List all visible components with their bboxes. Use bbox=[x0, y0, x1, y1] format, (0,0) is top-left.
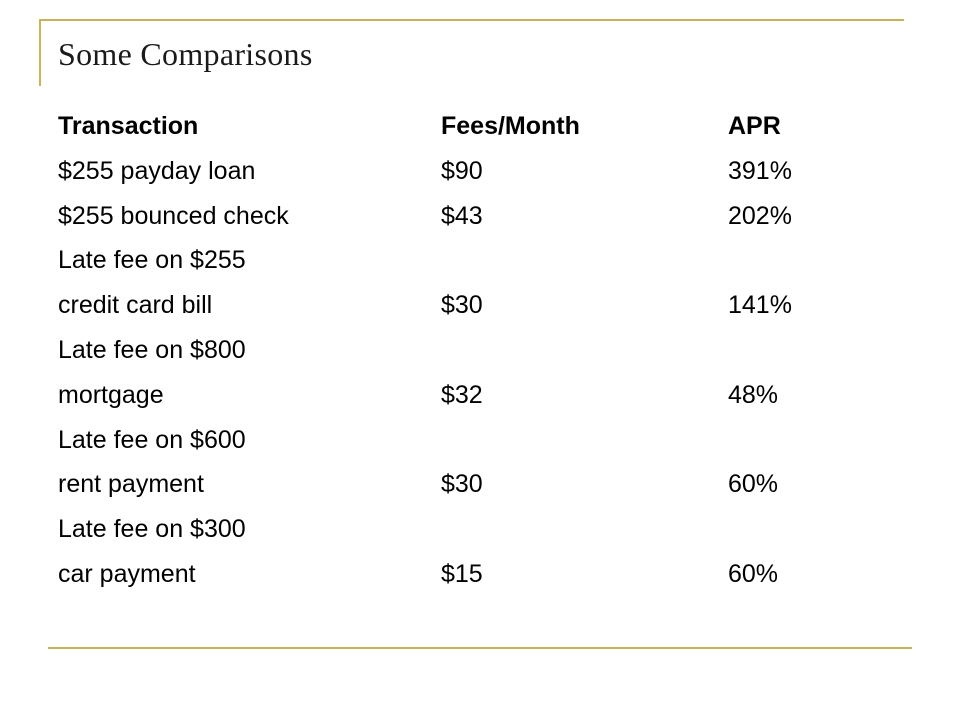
table-row bbox=[58, 238, 858, 283]
table-row bbox=[58, 328, 858, 373]
table-row bbox=[58, 507, 858, 552]
apr-cell: 60% bbox=[728, 559, 779, 588]
table-row bbox=[58, 373, 858, 418]
table-row bbox=[58, 149, 858, 194]
table-row bbox=[58, 283, 858, 328]
apr-cell: 391% bbox=[728, 156, 792, 185]
table-row bbox=[58, 194, 858, 239]
fees-cell: $30 bbox=[441, 470, 483, 499]
fees-cell: $30 bbox=[441, 291, 483, 320]
transaction-cell: credit card bill bbox=[58, 291, 213, 320]
table-row bbox=[58, 462, 858, 507]
fees-cell: $43 bbox=[441, 201, 483, 230]
bottom-accent-rule bbox=[48, 647, 912, 649]
header-fees-month: Fees/Month bbox=[441, 112, 580, 140]
fees-cell: $90 bbox=[441, 156, 483, 185]
transaction-cell: Late fee on $300 bbox=[58, 515, 246, 544]
apr-cell: 141% bbox=[728, 291, 792, 320]
left-accent-rule bbox=[39, 19, 41, 86]
table-row bbox=[58, 552, 858, 597]
top-accent-rule bbox=[40, 19, 904, 21]
fees-cell: $15 bbox=[441, 559, 483, 588]
slide-title: Some Comparisons bbox=[58, 36, 313, 72]
transaction-cell: rent payment bbox=[58, 470, 204, 499]
apr-cell: 202% bbox=[728, 201, 792, 230]
fees-cell: $32 bbox=[441, 380, 483, 409]
header-apr: APR bbox=[728, 112, 781, 140]
table-header-row bbox=[58, 104, 858, 149]
comparison-table bbox=[58, 104, 858, 597]
transaction-cell: $255 payday loan bbox=[58, 156, 256, 185]
transaction-cell: Late fee on $800 bbox=[58, 335, 246, 364]
transaction-cell: mortgage bbox=[58, 380, 164, 409]
transaction-cell: $255 bounced check bbox=[58, 201, 289, 230]
header-transaction: Transaction bbox=[58, 112, 199, 140]
transaction-cell: Late fee on $255 bbox=[58, 246, 246, 275]
transaction-cell: car payment bbox=[58, 559, 196, 588]
table-row bbox=[58, 418, 858, 463]
apr-cell: 48% bbox=[728, 380, 779, 409]
transaction-cell: Late fee on $600 bbox=[58, 425, 246, 454]
apr-cell: 60% bbox=[728, 470, 779, 499]
